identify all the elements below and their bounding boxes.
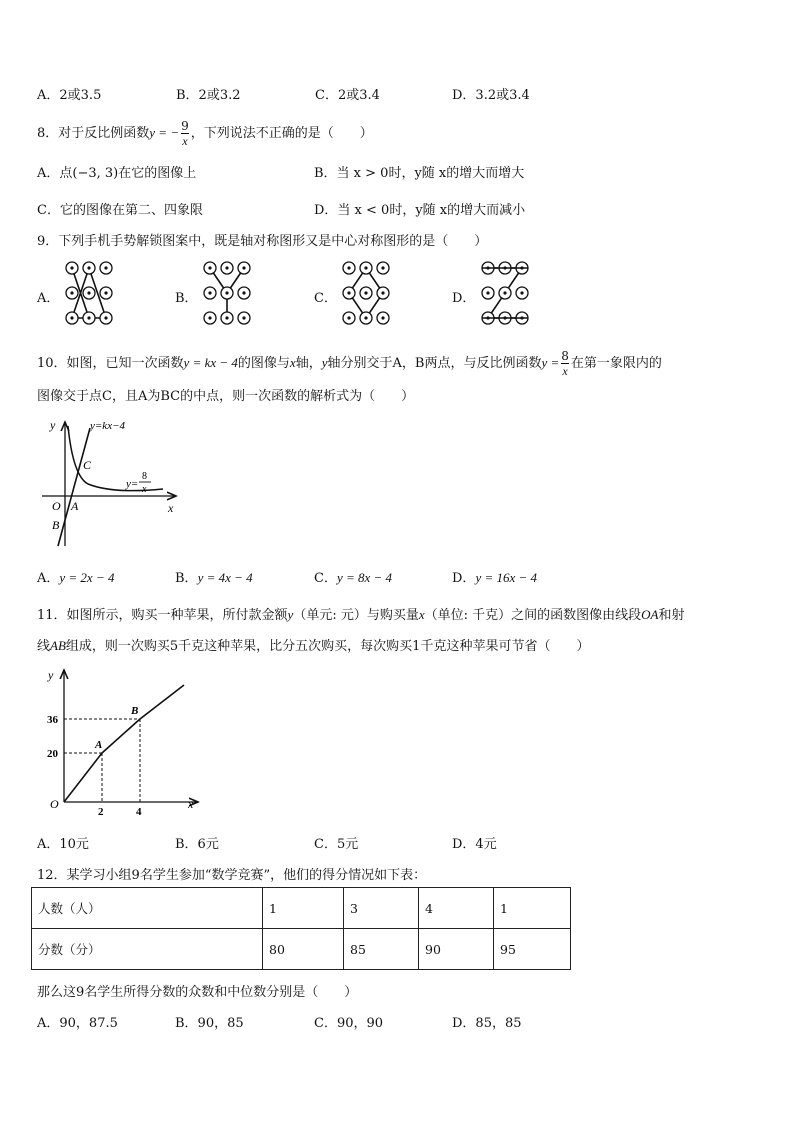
q10-curve-den: x <box>142 484 147 495</box>
q7-option-c: C．2或3.4 <box>315 88 380 103</box>
q11-y-label: y <box>48 668 54 682</box>
q12-option-b: B．90，85 <box>175 1016 244 1031</box>
q9-label-b: B． <box>175 291 198 306</box>
q9-label-a: A． <box>37 291 60 306</box>
q8-frac-num: 9 <box>181 119 189 133</box>
q7-option-d: D．3.2或3.4 <box>452 88 530 103</box>
q10-option-b-expr: y = 4x − 4 <box>197 570 253 585</box>
q10-origin-label: O <box>52 499 61 513</box>
table-cell: 人数（人） <box>32 888 263 929</box>
q10-option-d-label: D． <box>452 571 476 586</box>
q10-option-d-expr: y = 16x − 4 <box>475 570 538 585</box>
q8-fraction <box>181 119 189 148</box>
q10-point-a-label: A <box>71 499 79 513</box>
q10-line2 <box>37 385 414 404</box>
q10-curve-num: 8 <box>142 471 147 482</box>
q11-point-b-label: B <box>131 705 139 717</box>
q11-ytick-20: 20 <box>47 748 58 760</box>
q11-ytick-36: 36 <box>47 714 58 726</box>
q11-option-a: A．10元 <box>37 837 89 852</box>
q12-question: 12．某学习小组9名学生参加“数学竞赛”，他们的得分情况如下表： <box>37 868 427 883</box>
q9-pattern-d <box>476 258 536 328</box>
q11-line1 <box>37 604 685 623</box>
q11-line2-a: 线 <box>37 639 51 654</box>
q11-point-a-label: A <box>95 739 103 751</box>
q11-line1-c: （单位: 千克）之间的函数图像由线段 <box>424 608 642 623</box>
q10-linear-line <box>58 428 90 546</box>
q10-line2-a: 图像交于点 <box>37 389 103 404</box>
q11-x: x <box>418 607 425 622</box>
q11-origin-label: O <box>50 797 59 811</box>
q8-option-c: C．它的图像在第二、四象限 <box>37 203 203 218</box>
table-cell: 分数（分） <box>32 929 263 970</box>
q9-pattern-c <box>337 258 397 328</box>
q10-option-c-expr: y = 8x − 4 <box>336 570 393 585</box>
q11-option-b: B．6元 <box>175 837 219 852</box>
q7-option-b: B．2或3.2 <box>176 88 241 103</box>
table-cell: 3 <box>344 888 419 929</box>
q9-label-c: C． <box>314 291 337 306</box>
q12-option-a: A．90，87.5 <box>37 1016 118 1031</box>
q11-y: y <box>287 607 294 622</box>
table-row <box>32 929 571 970</box>
q8-suffix: ，下列说法不正确的是（ ） <box>190 126 373 141</box>
q9-pattern-a <box>60 258 120 328</box>
q8-question <box>37 119 373 148</box>
q8-prefix: 8．对于反比例函数 <box>37 126 150 141</box>
table-cell: 90 <box>419 929 494 970</box>
q11-graph <box>38 665 203 823</box>
q9-question: 9．下列手机手势解锁图案中，既是轴对称图形又是中心对称图形的是（ ） <box>37 234 488 249</box>
table-cell: 1 <box>263 888 344 929</box>
q10-line-func: y = kx − 4 <box>183 355 238 370</box>
q10-line1-d: 轴分别交于 <box>327 356 393 371</box>
q10-line2-c: C，且 <box>102 389 138 404</box>
q10-option-d <box>452 567 537 586</box>
q10-line2-d: A为 <box>137 389 161 404</box>
q11-xtick-4: 4 <box>136 806 142 818</box>
q10-curve-label: y= <box>126 478 139 490</box>
q10-fraction <box>561 349 569 378</box>
q10-option-c-label: C． <box>314 571 337 586</box>
q10-line-label: y=kx−4 <box>90 420 125 432</box>
table-row <box>32 888 571 929</box>
q11-ab: AB <box>50 638 66 653</box>
q9-label-d: D． <box>452 291 476 306</box>
q11-x-label: x <box>188 797 194 811</box>
q11-option-c: C．5元 <box>314 837 359 852</box>
table-cell: 1 <box>494 888 571 929</box>
q10-graph <box>38 416 188 551</box>
q10-point-b-label: B <box>52 518 60 532</box>
q10-x: x <box>289 355 296 370</box>
q8-option-d: D．当 x < 0时，y随 x的增大而减小 <box>314 203 526 218</box>
q10-line1 <box>37 349 662 378</box>
q10-option-b-label: B． <box>175 571 198 586</box>
q10-line1-a: 10．如图，已知一次函数 <box>37 356 184 371</box>
q11-option-d: D．4元 <box>452 837 497 852</box>
q10-frac-num: 8 <box>561 349 569 363</box>
table-cell: 85 <box>344 929 419 970</box>
q10-frac-den: x <box>562 364 568 378</box>
q11-xtick-2: 2 <box>98 806 104 818</box>
table-cell: 95 <box>494 929 571 970</box>
q11-oa: OA <box>641 607 659 622</box>
q10-line1-e: A，B两点，与反比例函数 <box>392 356 542 371</box>
q10-option-b <box>175 567 253 586</box>
q11-line1-d: 和射 <box>658 608 685 623</box>
q7-option-a: A．2或3.5 <box>37 88 102 103</box>
q11-segment-oa <box>64 753 102 802</box>
q8-option-a: A．点(−3, 3)在它的图像上 <box>37 166 197 181</box>
q8-func-lhs: y = − <box>149 125 180 140</box>
q10-point-c-label: C <box>83 458 92 472</box>
q10-inv-func: y = <box>541 355 560 370</box>
q10-y-label: y <box>50 418 56 432</box>
q10-line1-c: 轴， <box>295 356 322 371</box>
q12-score-table <box>31 887 571 970</box>
q10-option-a-expr: y = 2x − 4 <box>59 570 115 585</box>
q10-x-label: x <box>168 501 174 515</box>
q10-y: y <box>321 355 328 370</box>
q10-line1-b: 的图像与 <box>237 356 290 371</box>
q11-line2-b: 组成，则一次购买5千克这种苹果，比分五次购买，每次购买1千克这种苹果可节省（ ） <box>65 639 590 654</box>
q12-option-c: C．90，90 <box>314 1016 384 1031</box>
q10-line2-e: BC的中点，则一次函数的解析式为（ ） <box>160 389 415 404</box>
q10-line1-g: 在第一象限内的 <box>570 356 662 371</box>
q12-option-d: D．85，85 <box>452 1016 522 1031</box>
q10-option-c <box>314 567 392 586</box>
q11-line1-b: （单元: 元）与购买量 <box>293 608 419 623</box>
q8-option-b: B．当 x > 0时，y随 x的增大而增大 <box>314 166 525 181</box>
q10-option-a <box>37 567 114 586</box>
q8-frac-den: x <box>182 134 188 148</box>
q11-line1-a: 11．如图所示，购买一种苹果，所付款金额 <box>37 608 288 623</box>
q11-line2 <box>37 635 589 654</box>
table-cell: 80 <box>263 929 344 970</box>
q12-sub-question: 那么这9名学生所得分数的众数和中位数分别是（ ） <box>37 985 358 1000</box>
q10-option-a-label: A． <box>37 571 60 586</box>
q9-pattern-b <box>198 258 258 328</box>
table-cell: 4 <box>419 888 494 929</box>
